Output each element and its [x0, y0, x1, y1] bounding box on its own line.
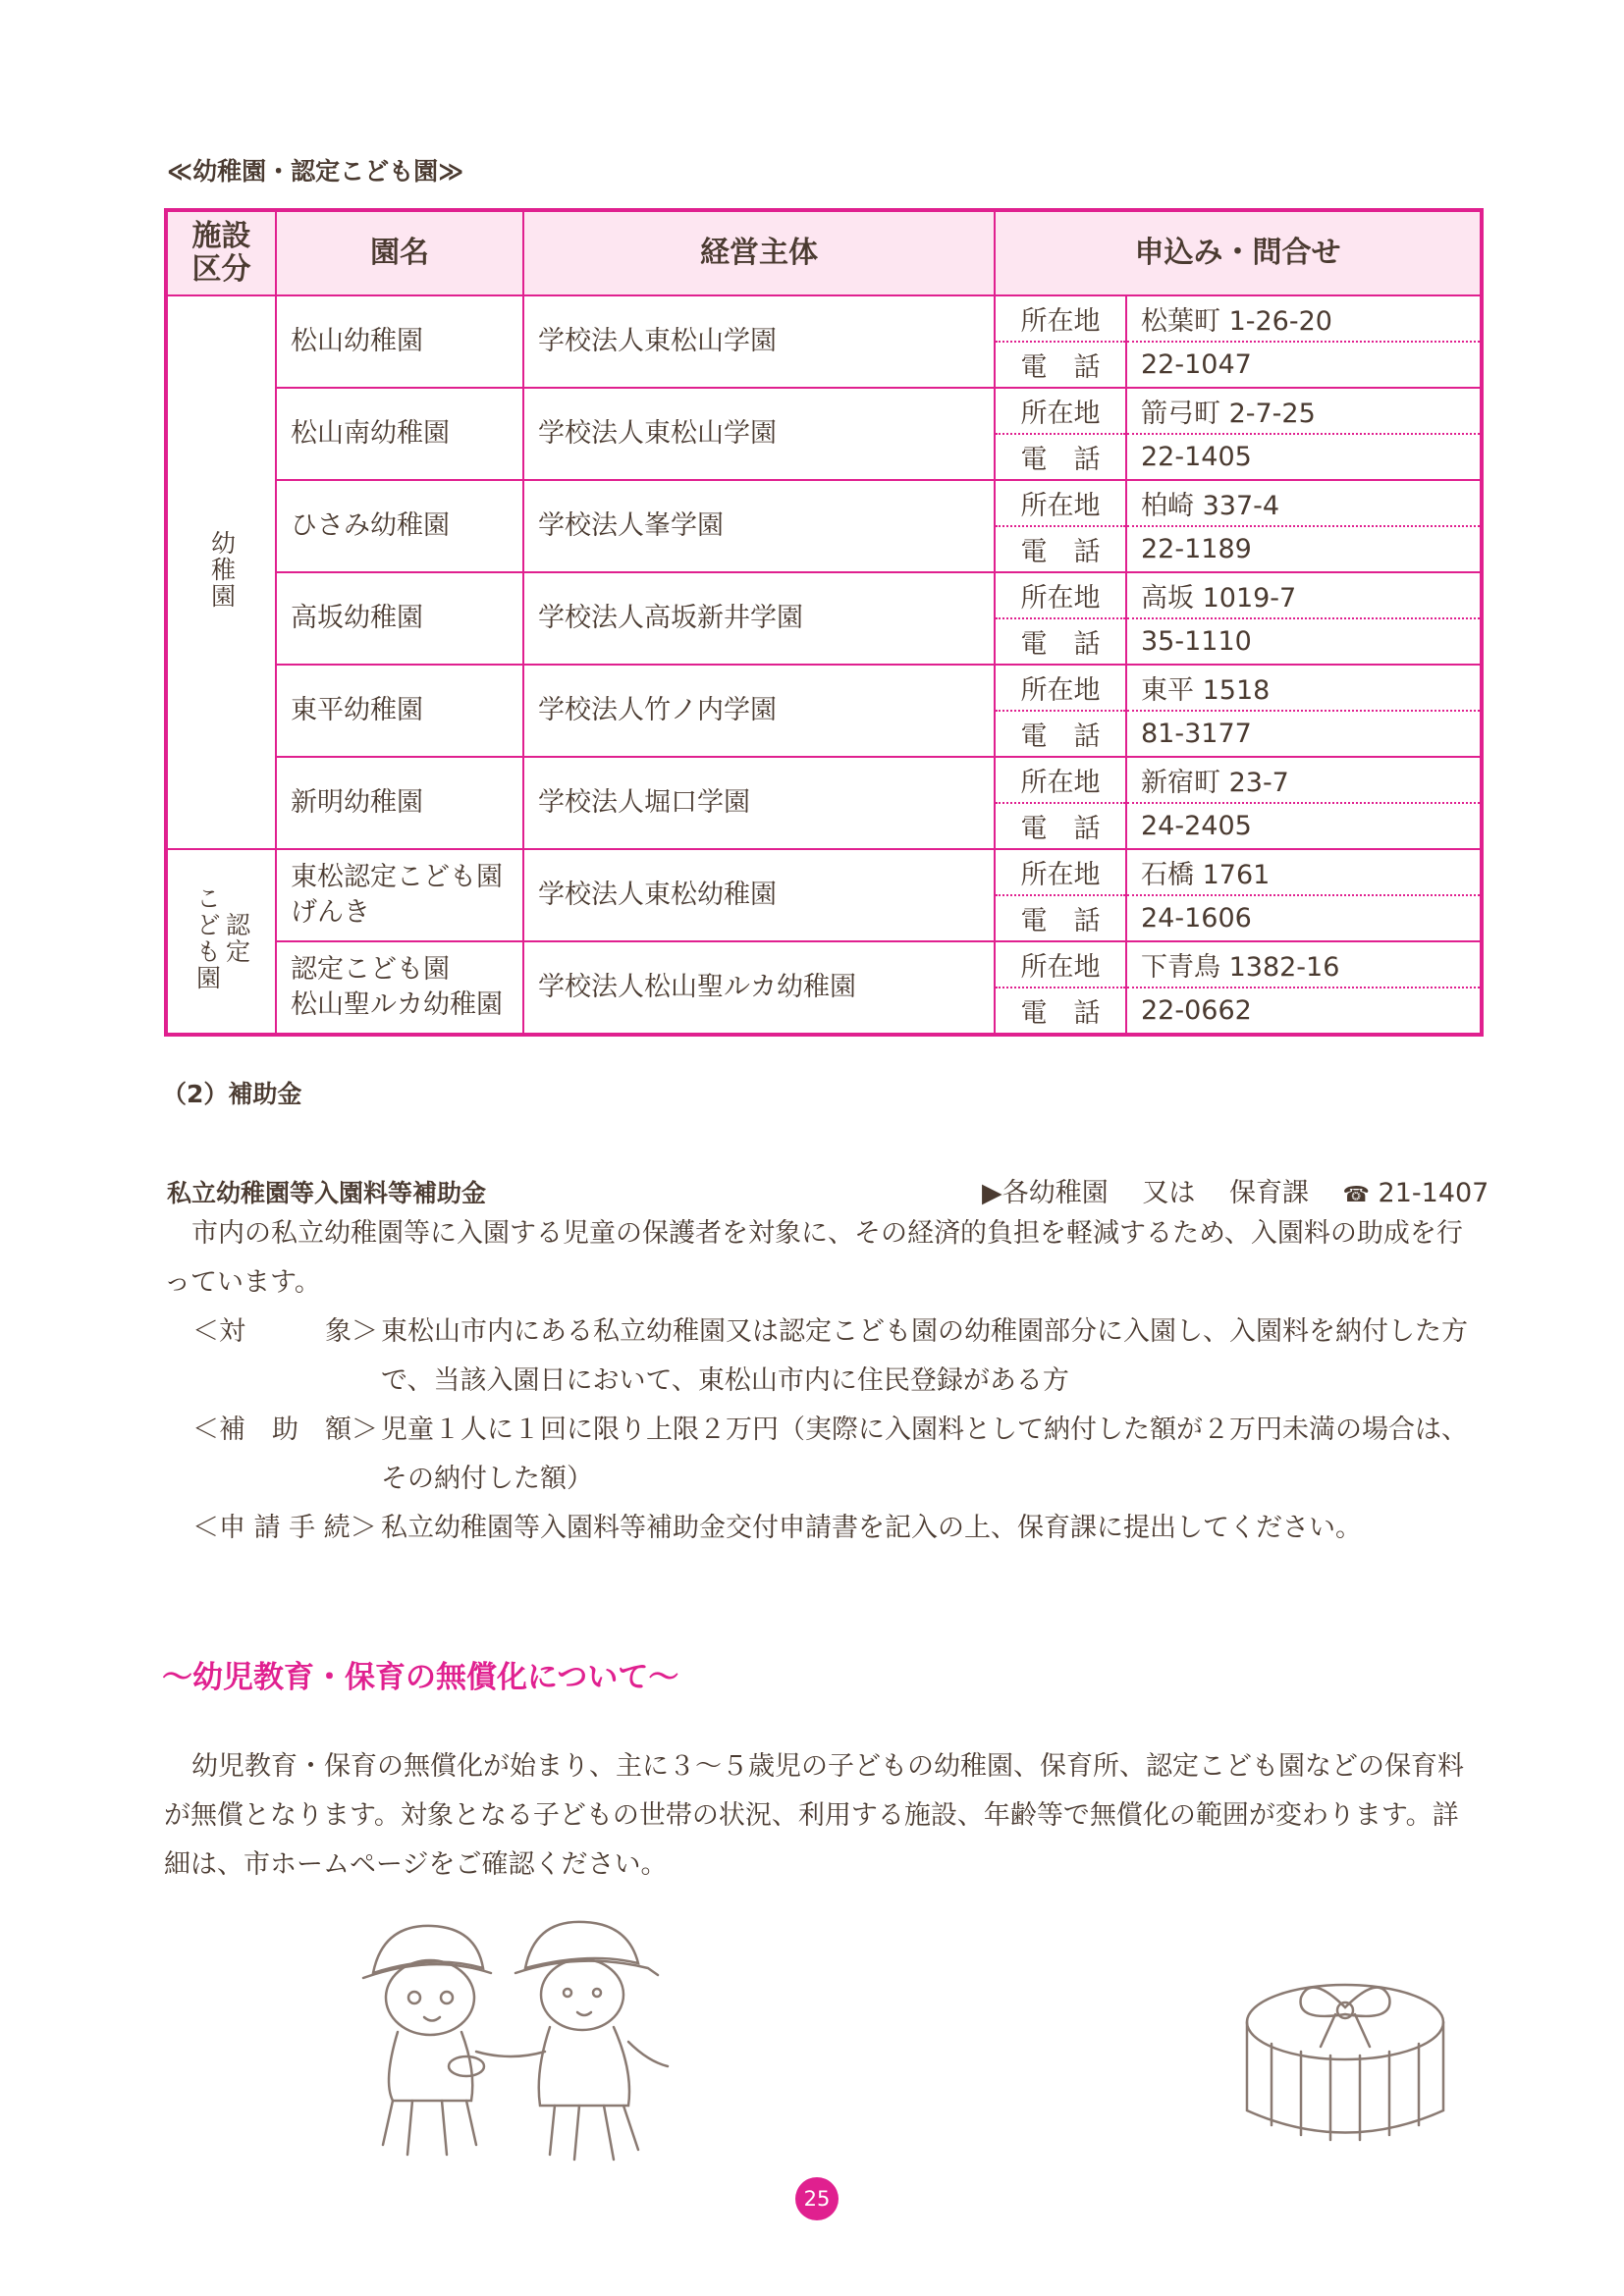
address-value: 柏崎 337-4 [1126, 480, 1482, 526]
address-value: 東平 1518 [1126, 665, 1482, 711]
page-number: 25 [795, 2177, 839, 2220]
table-header-row [166, 210, 1482, 295]
contact-target: 各幼稚園 [1001, 1178, 1109, 1208]
address-label: 所在地 [995, 572, 1126, 618]
address-value: 新宿町 23-7 [1126, 757, 1482, 803]
table-row [166, 757, 1482, 803]
school-operator: 学校法人竹ノ内学園 [523, 665, 995, 757]
address-label: 所在地 [995, 757, 1126, 803]
subsidy-heading: （2）補助金 [162, 1080, 302, 1108]
header-operator: 経営主体 [523, 210, 995, 295]
address-label: 所在地 [995, 941, 1126, 988]
section-heading: ≪幼稚園・認定こども園≫ [167, 157, 464, 186]
free-education-body: 幼児教育・保育の無償化が始まり、主に３～５歳児の子どもの幼稚園、保育所、認定こども園などの保育料が無償となります。対象となる子どもの世帯の状況、利用する施設、年齢等で無償化の範囲が変わります。詳細は、市ホームページをご確認ください。 [164, 1751, 1464, 1880]
grant-contact [982, 1171, 1489, 1209]
school-name: 東平幼稚園 [276, 665, 523, 757]
table-row [166, 849, 1482, 895]
item-label: ＜対 象＞ [192, 1316, 378, 1347]
school-name: 高坂幼稚園 [276, 572, 523, 665]
phone-value: 24-2405 [1126, 803, 1482, 849]
school-operator: 学校法人松山聖ルカ幼稚園 [523, 941, 995, 1035]
school-name: 新明幼稚園 [276, 757, 523, 849]
phone-label: 電 話 [995, 988, 1126, 1035]
phone-label: 電 話 [995, 618, 1126, 665]
address-label: 所在地 [995, 849, 1126, 895]
phone-label: 電 話 [995, 711, 1126, 757]
table-row [166, 480, 1482, 526]
grant-item-procedure [192, 1504, 1479, 1553]
grant-item-amount [192, 1406, 1479, 1504]
phone-label: 電 話 [995, 803, 1126, 849]
item-text: 児童１人に１回に限り上限２万円（実際に入園料として納付した額が２万円未満の場合は、その納付した額） [381, 1415, 1468, 1494]
free-education-heading: ～幼児教育・保育の無償化について～ [162, 1660, 679, 1695]
table-row [166, 295, 1482, 342]
phone-label: 電 話 [995, 526, 1126, 572]
item-text: 私立幼稚園等入園料等補助金交付申請書を記入の上、保育課に提出してください。 [381, 1513, 1362, 1543]
school-name: 認定こども園 松山聖ルカ幼稚園 [276, 941, 523, 1035]
grant-item-target [192, 1308, 1479, 1406]
school-name: 東松認定こども園 げんき [276, 849, 523, 941]
item-text: 東松山市内にある私立幼稚園又は認定こども園の幼稚園部分に入園し、入園料を納付した方で、当該入園日において、東松山市内に住民登録がある方 [381, 1316, 1468, 1396]
grant-intro: 市内の私立幼稚園等に入園する児童の保護者を対象に、その経済的負担を軽減するため、入園料の助成を行っています。 [164, 1218, 1463, 1298]
school-operator: 学校法人堀口学園 [523, 757, 995, 849]
grant-title: 私立幼稚園等入園料等補助金 [167, 1179, 487, 1207]
school-operator: 学校法人高坂新井学園 [523, 572, 995, 665]
address-value: 下青鳥 1382-16 [1126, 941, 1482, 988]
contact-or: 又は [1142, 1178, 1196, 1208]
phone-label: 電 話 [995, 895, 1126, 941]
school-operator: 学校法人東松山学園 [523, 295, 995, 388]
header-category: 施設 区分 [166, 210, 276, 295]
school-operator: 学校法人峯学園 [523, 480, 995, 572]
children-illustration [353, 1914, 707, 2169]
address-label: 所在地 [995, 295, 1126, 342]
address-label: 所在地 [995, 388, 1126, 434]
arrow-icon: ▶ [982, 1178, 1002, 1208]
address-value: 松葉町 1-26-20 [1126, 295, 1482, 342]
category-kindergarten: 幼稚園 [166, 295, 276, 849]
school-name: 松山幼稚園 [276, 295, 523, 388]
phone-value: 35-1110 [1126, 618, 1482, 665]
item-label: ＜補 助 額＞ [192, 1415, 378, 1445]
phone-value: 22-1189 [1126, 526, 1482, 572]
phone-value: 81-3177 [1126, 711, 1482, 757]
item-label: ＜申 請 手 続＞ [192, 1513, 377, 1543]
gift-box-illustration [1232, 1953, 1458, 2150]
address-value: 高坂 1019-7 [1126, 572, 1482, 618]
contact-dept: 保育課 [1228, 1178, 1309, 1208]
school-operator: 学校法人東松幼稚園 [523, 849, 995, 941]
address-value: 石橋 1761 [1126, 849, 1482, 895]
school-name: ひさみ幼稚園 [276, 480, 523, 572]
contact-phone: 21-1407 [1378, 1178, 1489, 1208]
kindergarten-table [164, 208, 1484, 1037]
address-label: 所在地 [995, 665, 1126, 711]
school-operator: 学校法人東松山学園 [523, 388, 995, 480]
address-label: 所在地 [995, 480, 1126, 526]
phone-value: 22-1405 [1126, 434, 1482, 480]
phone-value: 22-0662 [1126, 988, 1482, 1035]
phone-value: 24-1606 [1126, 895, 1482, 941]
address-value: 箭弓町 2-7-25 [1126, 388, 1482, 434]
table-row [166, 572, 1482, 618]
header-name: 園名 [276, 210, 523, 295]
school-name: 松山南幼稚園 [276, 388, 523, 480]
table-row [166, 388, 1482, 434]
phone-label: 電 話 [995, 434, 1126, 480]
phone-label: 電 話 [995, 342, 1126, 388]
header-contact: 申込み・問合せ [995, 210, 1482, 295]
category-certified: 認定 こども園 [166, 849, 276, 1035]
phone-value: 22-1047 [1126, 342, 1482, 388]
telephone-icon: ☎ [1342, 1183, 1370, 1207]
table-row [166, 665, 1482, 711]
table-row [166, 941, 1482, 988]
